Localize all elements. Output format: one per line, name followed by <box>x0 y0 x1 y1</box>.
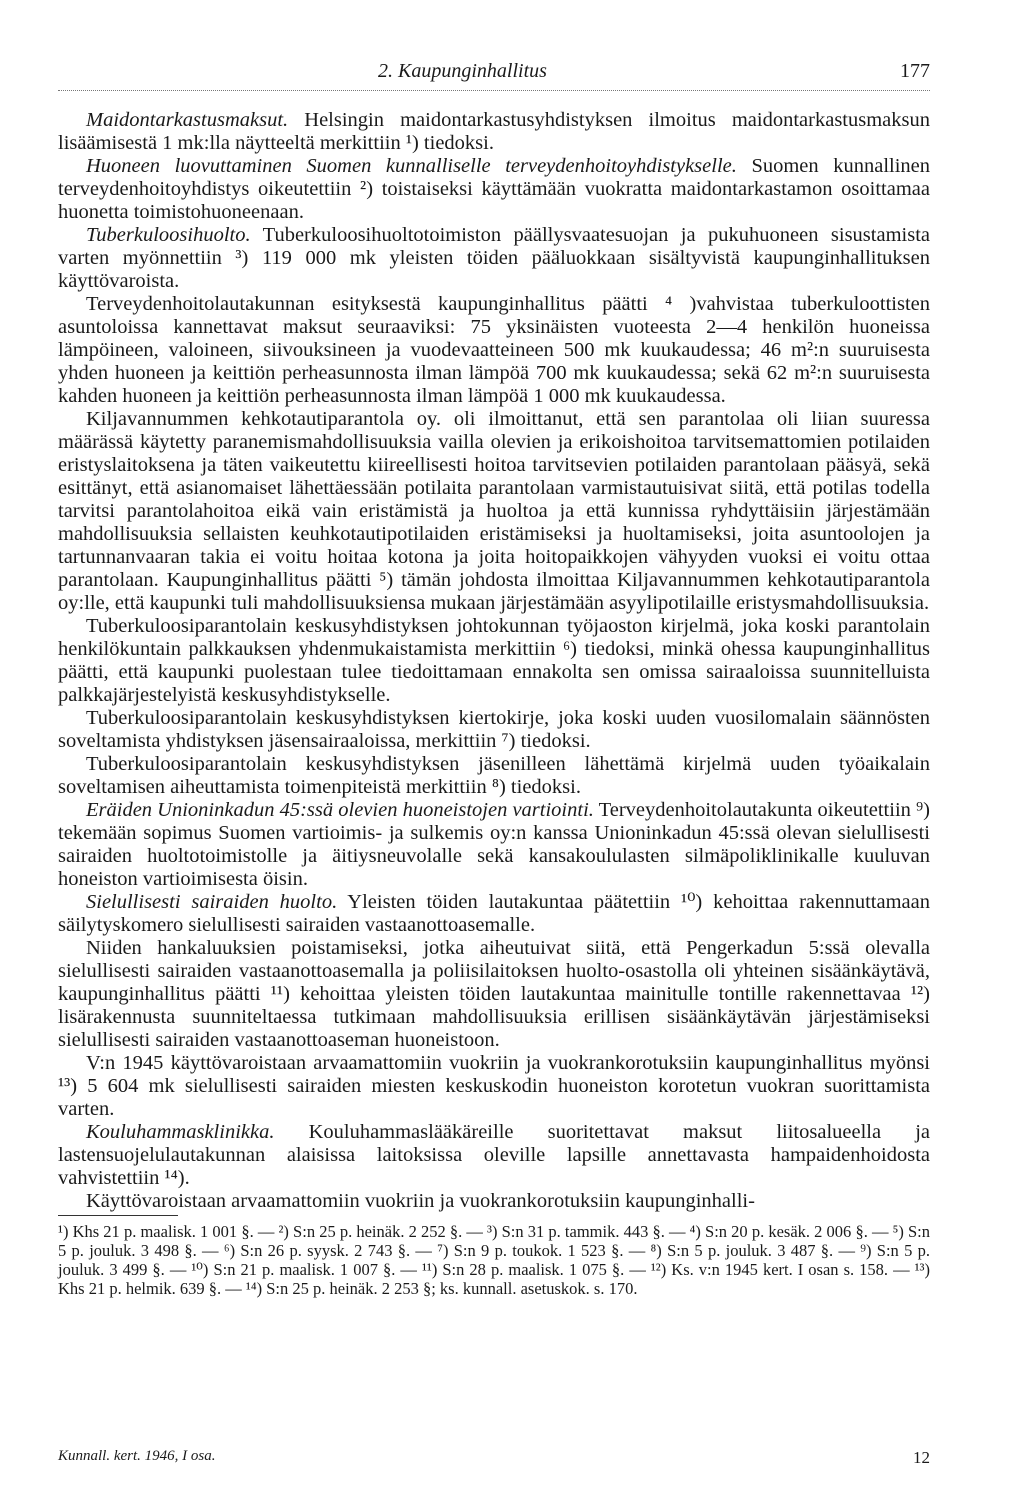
paragraph <box>58 937 930 1052</box>
footnote-rule <box>58 1215 178 1216</box>
paragraph-text: Niiden hankaluuksien poistamiseksi, jotka aiheutuivat siitä, että Pengerkadun 5:ssä olevalla sielullisesti sairaiden vastaanottoasemalla ja poliisilaitoksen huolto-osastolla oli yhteinen sisäänkäytävä, kaupunginhallitus päätti ¹¹) kehoittaa yleisten töiden lautakuntaa mainitulle tontille rakennettavaa ¹²) lisärakennusta suunniteltaessa tutkimaan mahdollisuuksia erillisen sisäänkäytävän järjestämiseksi sielullisesti sairaiden vastaanottoaseman huoneistoon. <box>58 937 930 1051</box>
paragraph <box>58 224 930 293</box>
section-heading: Eräiden Unioninkadun 45:ssä olevien huoneistojen vartiointi. <box>86 799 594 821</box>
running-header <box>58 60 930 90</box>
paragraph <box>58 1121 930 1190</box>
paragraph <box>58 293 930 408</box>
paragraph <box>58 753 930 799</box>
paragraph <box>58 799 930 891</box>
footnotes <box>58 1222 930 1298</box>
section-heading: Kouluhammasklinikka. <box>86 1121 275 1143</box>
paragraph-text: Tuberkuloosiparantolain keskusyhdistyksen jäsenilleen lähettämä kirjelmä uuden työaikalain soveltamisen aiheuttamista toimenpiteistä merkittiin ⁸) tiedoksi. <box>58 753 930 798</box>
paragraph-text: Kiljavannummen kehkotautiparantola oy. oli ilmoittanut, että sen parantolaa oli liian suuressa määrässä käytetty paranemismahdollisuuksia vailla olevien ja erikoishoitoa tarvitsemattomien potilaiden eristyslaitoksena ja täten vaikeutettu kiireellisesti hoitoa tarvitsevien potilaiden parantolaan pääsyä, sekä esittänyt, että asianomaiset lähettäessään potilaita parantolaan varmistautuisivat siitä, että potilas todella tarvitsi parantolahoitoa eikä vain eristämistä ja huoltoa ja että kunnissa ryhdyttäisiin järjestämään mahdollisuuksia sellaisten keuhkotautipotilaiden eristämiseksi ja huoltamiseksi, joita asuntoolojen ja tartunnanvaaran takia ei voitu hoitaa kotona ja joita hoitopaikkojen vähyyden vuoksi ei voitu ottaa parantolaan. Kaupunginhallitus päätti ⁵) tämän johdosta ilmoittaa Kiljavannummen kehkotautiparantola oy:lle, että kaupunki tuli mahdollisuuksiensa mukaan järjestämään asyylipotilaille eristysmahdollisuuksia. <box>58 408 930 614</box>
footer-source: Kunnall. kert. 1946, I osa. <box>58 1448 216 1464</box>
paragraph-text: V:n 1945 käyttövaroistaan arvaamattomiin vuokriin ja vuokrankorotuksiin kaupunginhallitus myönsi ¹³) 5 604 mk sielullisesti sairaiden miesten keskuskodin huoneiston korotetun vuokran suorittamista varten. <box>58 1052 930 1120</box>
header-title: 2. Kaupunginhallitus <box>378 60 547 82</box>
section-heading: Huoneen luovuttaminen Suomen kunnalliselle terveydenhoitoyhdistykselle. <box>86 155 737 177</box>
paragraph-text: Tuberkuloosiparantolain keskusyhdistyksen johtokunnan työjaoston kirjelmä, joka koski parantolain henkilökuntain palkkauksen yhdenmukaistamista merkittiin ⁶) tiedoksi, minkä ohessa kaupunginhallitus päätti, että kaupunki puolestaan tulee tiedoittamaan ennakolta sen omissa sairaaloissa suunnitelluista palkkajärjestelyistä keskusyhdistykselle. <box>58 615 930 706</box>
page-footer <box>58 1448 930 1470</box>
section-heading: Tuberkuloosihuolto. <box>86 224 251 246</box>
paragraph-text: Terveydenhoitolautakunnan esityksestä kaupunginhallitus päätti ⁴ )vahvistaa tuberkuloottisten asuntoloissa kannettavat maksut seuraaviksi: 75 yksinäisten vuoteesta 2—4 henkilön huoneissa lämpöineen, valoineen, siivouksineen ja vuodevaatteineen 500 mk kuukaudessa; 46 m²:n suuruisesta yhden huoneen ja keittiön perheasunnosta ilman lämpöä 700 mk kuukaudessa; sekä 62 m²:n suuruisesta kahden huoneen ja keittiön perheasunnosta ilman lämpöä 1 000 mk kuukaudessa. <box>58 293 930 407</box>
section-heading: Maidontarkastusmaksut. <box>86 109 289 131</box>
paragraph <box>58 408 930 615</box>
paragraph <box>58 891 930 937</box>
paragraph-text: Suomen kunnallinen terveydenhoitoyhdistys oikeutettiin ²) toistaiseksi käyttämään vuokratta maidontarkastamon osoittamaa huonetta toimistohuoneenaan. <box>58 155 931 223</box>
header-rule <box>58 90 930 91</box>
footnote-text: ¹) Khs 21 p. maalisk. 1 001 §. — ²) S:n 25 p. heinäk. 2 252 §. — ³) S:n 31 p. tammik. 443 §. — ⁴) S:n 20 p. kesäk. 2 006 §. — ⁵) S:n 5 p. jouluk. 3 498 §. — ⁶) S:n 26 p. syysk. 2 743 §. — ⁷) S:n 9 p. toukok. 1 523 §. — ⁸) S:n 5 p. jouluk. 3 487 §. — ⁹) S:n 5 p. jouluk. 3 499 §. — ¹⁰) S:n 21 p. maalisk. 1 007 §. — ¹¹) S:n 28 p. maalisk. 1 075 §. — ¹²) Ks. v:n 1945 kert. I osan s. 158. — ¹³) Khs 21 p. helmik. 639 §. — ¹⁴) S:n 25 p. heinäk. 2 253 §; ks. kunnall. asetuskok. s. 170. <box>58 1222 930 1298</box>
paragraph-text: Käyttövaroistaan arvaamattomiin vuokriin ja vuokrankorotuksiin kaupunginhalli- <box>86 1190 755 1212</box>
paragraph-text: Terveydenhoitolautakunta oikeutettiin ⁹) tekemään sopimus Suomen vartioimis- ja sulkemis oy:n kanssa Unioninkadun 45:ssä olevan sielullisesti sairaiden huoltotoimistolle ja äitiysneuvolalle sekä kansakoululasten silmäpoliklinikalle kuuluvan honeiston vartioimisesta öisin. <box>58 799 930 890</box>
footer-signature-mark: 12 <box>913 1448 930 1467</box>
section-heading: Sielullisesti sairaiden huolto. <box>86 891 338 913</box>
paragraph <box>58 615 930 707</box>
paragraph <box>58 155 930 224</box>
paragraph-text: Kouluhammaslääkäreille suoritettavat maksut liitosalueella ja lastensuojelulautakunnan alaisissa laitoksissa oleville lapsille annettavasta hampaidenhoidosta vahvistettiin ¹⁴). <box>58 1121 930 1189</box>
paragraph-text: Tuberkuloosihuoltotoimiston päällysvaatesuojan ja pukuhuoneen sisustamista varten myönnettiin ³) 119 000 mk yleisten töiden pääluokkaan sisältyvistä kaupunginhallituksen käyttövaroista. <box>58 224 930 292</box>
paragraph-text: Tuberkuloosiparantolain keskusyhdistyksen kiertokirje, joka koski uuden vuosilomalain säännösten soveltamista yhdistyksen jäsensairaaloissa, merkittiin ⁷) tiedoksi. <box>58 707 930 752</box>
paragraph <box>58 1190 930 1213</box>
document-page <box>58 60 930 1298</box>
page-number: 177 <box>900 60 930 82</box>
paragraph-text: Yleisten töiden lautakuntaa päätettiin ¹⁰) kehoittaa rakennuttamaan säilytyskomero sielullisesti sairaiden vastaanottoasemalle. <box>58 891 930 936</box>
paragraph <box>58 109 930 155</box>
body-text <box>58 109 930 1213</box>
paragraph-text: Helsingin maidontarkastusyhdistyksen ilmoitus maidontarkastusmaksun lisäämisestä 1 mk:lla näytteeltä merkittiin ¹) tiedoksi. <box>58 109 930 154</box>
paragraph <box>58 707 930 753</box>
paragraph <box>58 1052 930 1121</box>
